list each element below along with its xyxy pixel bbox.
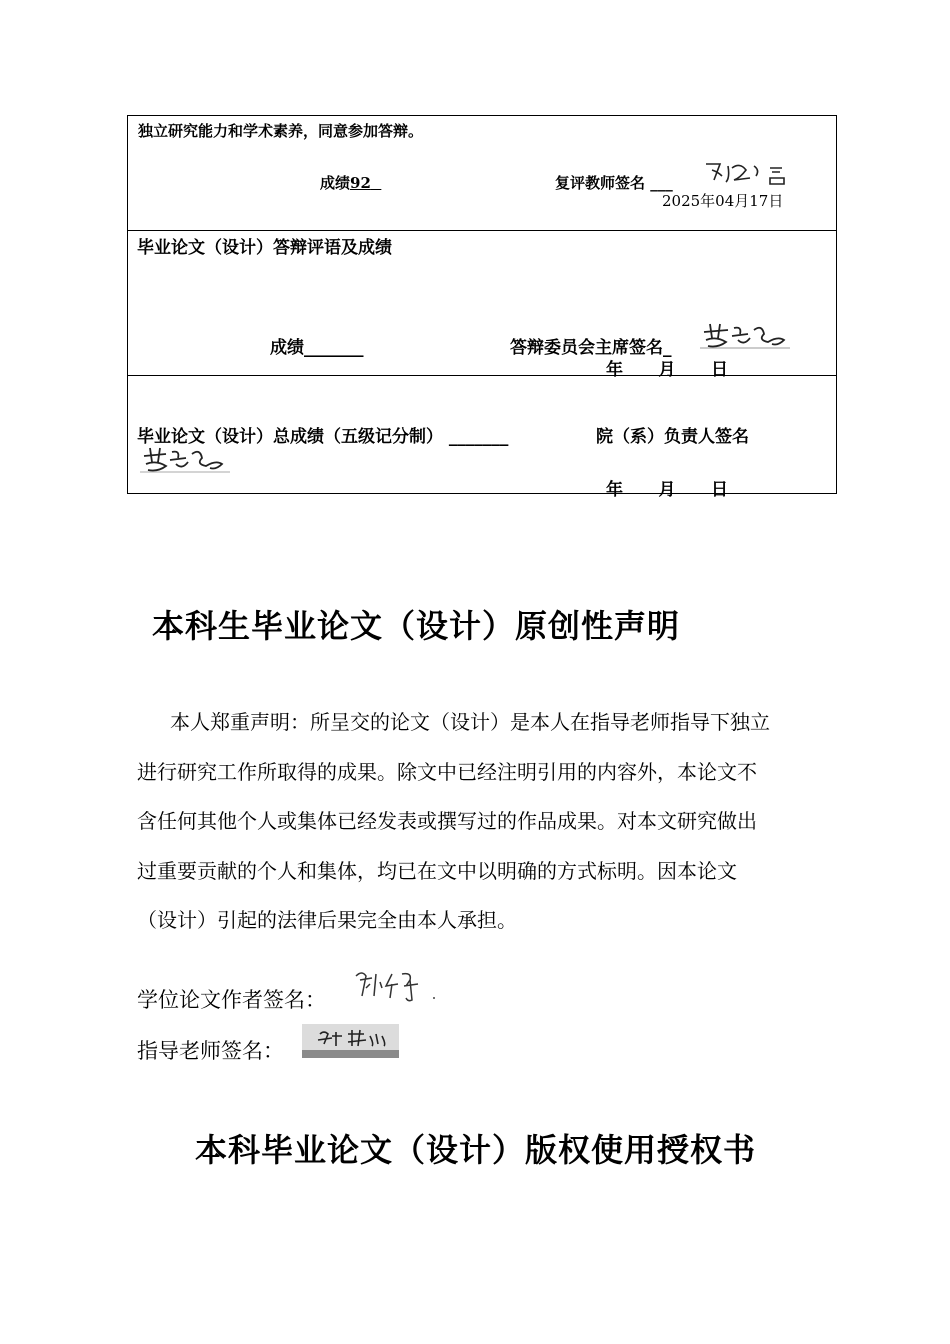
defense-score-label: 成绩	[270, 338, 304, 358]
head-sign-label: 院（系）负责人签名	[596, 427, 749, 447]
advisor-sign-label: 指导老师签名：	[137, 1039, 284, 1063]
declaration-body	[137, 698, 847, 946]
review-score-label: 成绩	[320, 174, 351, 192]
table-divider	[128, 375, 836, 376]
copyright-heading: 本科毕业论文（设计）版权使用授权书	[195, 1131, 757, 1169]
defense-date-day: 日	[711, 360, 729, 380]
total-date-month: 月	[658, 480, 676, 500]
review-opinion-tail: 独立研究能力和学术素养，同意参加答辩。	[138, 122, 424, 140]
table-divider	[128, 230, 836, 231]
chair-signature-image	[698, 318, 794, 352]
defense-score-blank: _______	[304, 338, 364, 358]
reviewer-sign-blank: ___	[650, 174, 673, 192]
defense-date-month: 月	[658, 360, 676, 380]
head-signature-image	[138, 444, 234, 474]
review-score-value: 92	[350, 174, 371, 192]
total-date-year: 年	[606, 480, 623, 500]
chair-sign-label: 答辩委员会主席签名_	[510, 338, 672, 358]
author-signature-image	[352, 966, 444, 1006]
declaration-line: （设计）引起的法律后果完全由本人承担。	[137, 908, 517, 932]
reviewer-sign-label: 复评教师签名	[555, 174, 646, 192]
defense-date-year: 年	[606, 360, 623, 380]
total-score-blank: _______	[448, 427, 509, 447]
declaration-heading: 本科生毕业论文（设计）原创性声明	[152, 607, 681, 645]
author-sign-label: 学位论文作者签名：	[137, 988, 326, 1012]
total-score-title: 毕业论文（设计）总成绩（五级记分制）	[137, 427, 443, 447]
total-date	[606, 475, 728, 500]
declaration-line: 过重要贡献的个人和集体，均已在文中以明确的方式标明。因本论文	[137, 858, 737, 883]
reviewer-signature-image	[700, 158, 800, 186]
total-date-day: 日	[711, 480, 729, 500]
advisor-signature-image	[302, 1024, 399, 1058]
declaration-line: 进行研究工作所取得的成果。除文中已经注明引用的内容外，本论文不	[137, 759, 757, 784]
review-score	[320, 172, 381, 193]
review-score-underline	[371, 174, 381, 192]
declaration-line: 含任何其他个人或集体已经发表或撰写过的作品成果。对本文研究做出	[137, 809, 757, 833]
declaration-line: 本人郑重声明：所呈交的论文（设计）是本人在指导老师指导下独立	[170, 710, 770, 734]
defense-score	[270, 333, 364, 358]
reviewer-sign-field	[555, 172, 673, 193]
defense-date	[606, 355, 728, 380]
review-date: 2025年04月17日	[662, 192, 784, 210]
defense-section-title: 毕业论文（设计）答辩评语及成绩	[137, 238, 392, 258]
